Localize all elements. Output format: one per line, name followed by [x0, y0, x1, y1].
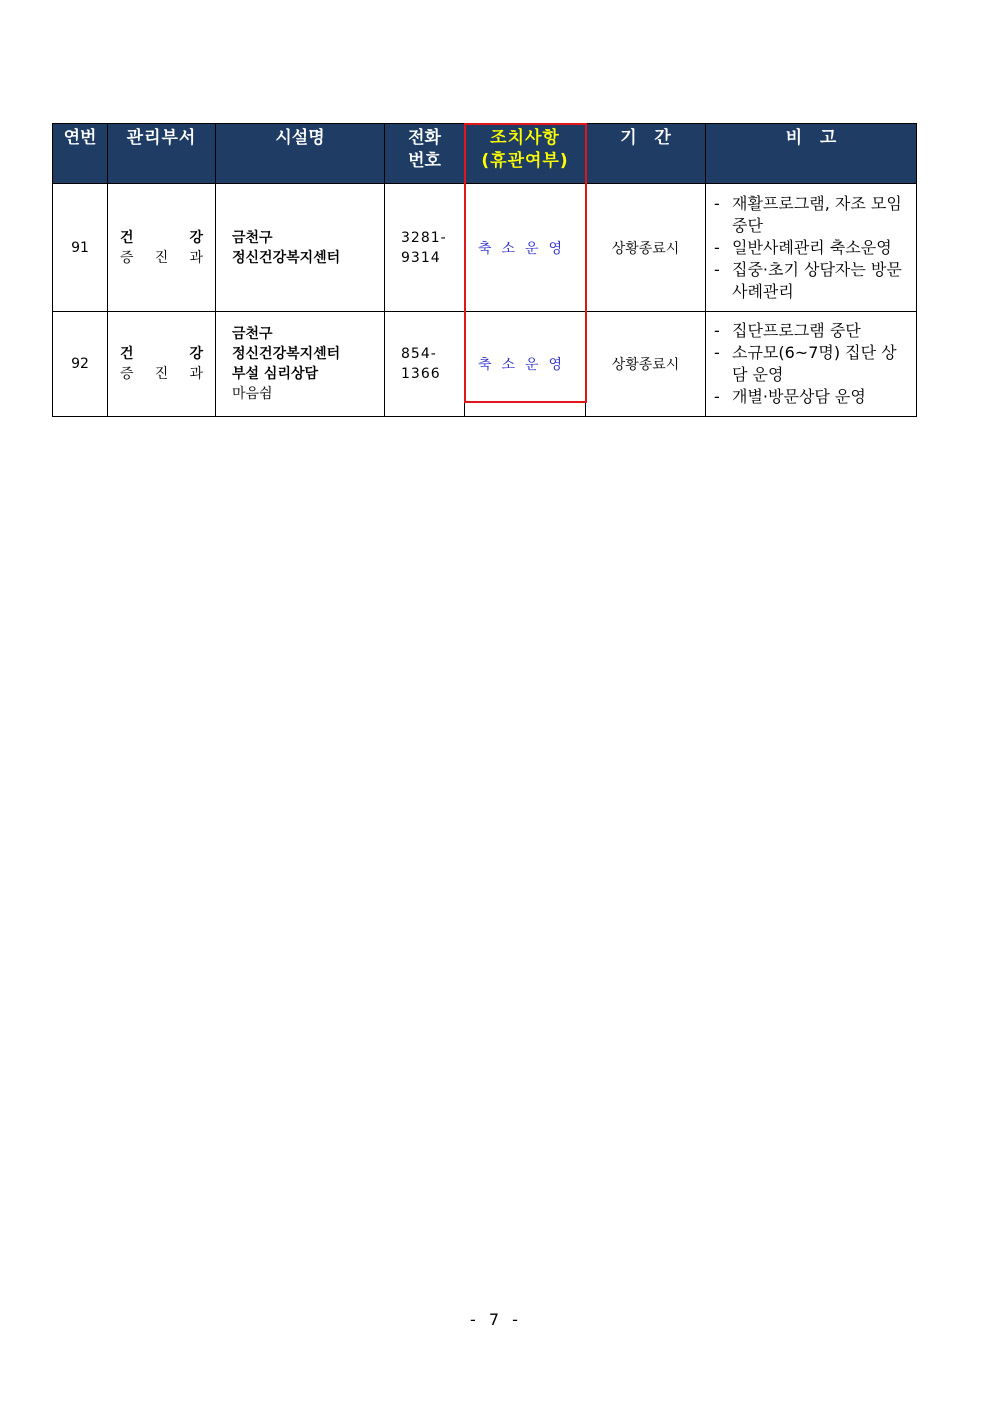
row-period: 상황종료시: [586, 184, 706, 312]
table-row: [53, 184, 917, 312]
table-header-row: [53, 124, 917, 184]
note-item: - 집중·초기 상담자는 방문 사례관리: [714, 259, 902, 301]
row-notes: [706, 184, 917, 312]
note-item: - 재활프로그램, 자조 모임 중단: [714, 193, 902, 235]
row-action: 축소운영: [465, 312, 586, 417]
header-phone-line1: 전화: [408, 128, 441, 148]
facility-table-container: [52, 123, 916, 417]
row-phone: 854- 1366: [385, 312, 465, 417]
header-facility: 시설명: [216, 124, 385, 184]
note-item: - 일반사례관리 축소운영: [714, 237, 892, 257]
note-item: - 소규모(6~7명) 집단 상담 운영: [714, 343, 897, 384]
row-number: 91: [53, 184, 108, 312]
row-department: 건 강 증 진 과: [108, 184, 216, 312]
row-action: 축소운영: [465, 184, 586, 312]
table-row: [53, 312, 917, 417]
note-item: - 개별·방문상담 운영: [714, 387, 866, 406]
header-action: [465, 124, 586, 184]
facility-status-table: [52, 123, 917, 417]
row-department: 건 강 증 진 과: [108, 312, 216, 417]
row-number: 92: [53, 312, 108, 417]
header-phone: [385, 124, 465, 184]
header-action-line1: 조치사항: [490, 128, 560, 148]
page-number: - 7 -: [470, 1310, 522, 1329]
header-note: 비 고: [706, 124, 917, 184]
row-notes: [706, 312, 917, 417]
row-facility: 금천구 정신건강복지센터: [216, 184, 385, 312]
header-no: 연번: [53, 124, 108, 184]
note-item: - 집단프로그램 중단: [714, 321, 861, 340]
header-action-line2: (휴관여부): [481, 151, 569, 171]
header-phone-line2: 번호: [408, 151, 441, 171]
row-facility: 금천구 정신건강복지센터 부설 심리상담 마음쉼: [216, 312, 385, 417]
header-period: 기 간: [586, 124, 706, 184]
row-period: 상황종료시: [586, 312, 706, 417]
row-phone: 3281- 9314: [385, 184, 465, 312]
header-dept: 관리부서: [108, 124, 216, 184]
